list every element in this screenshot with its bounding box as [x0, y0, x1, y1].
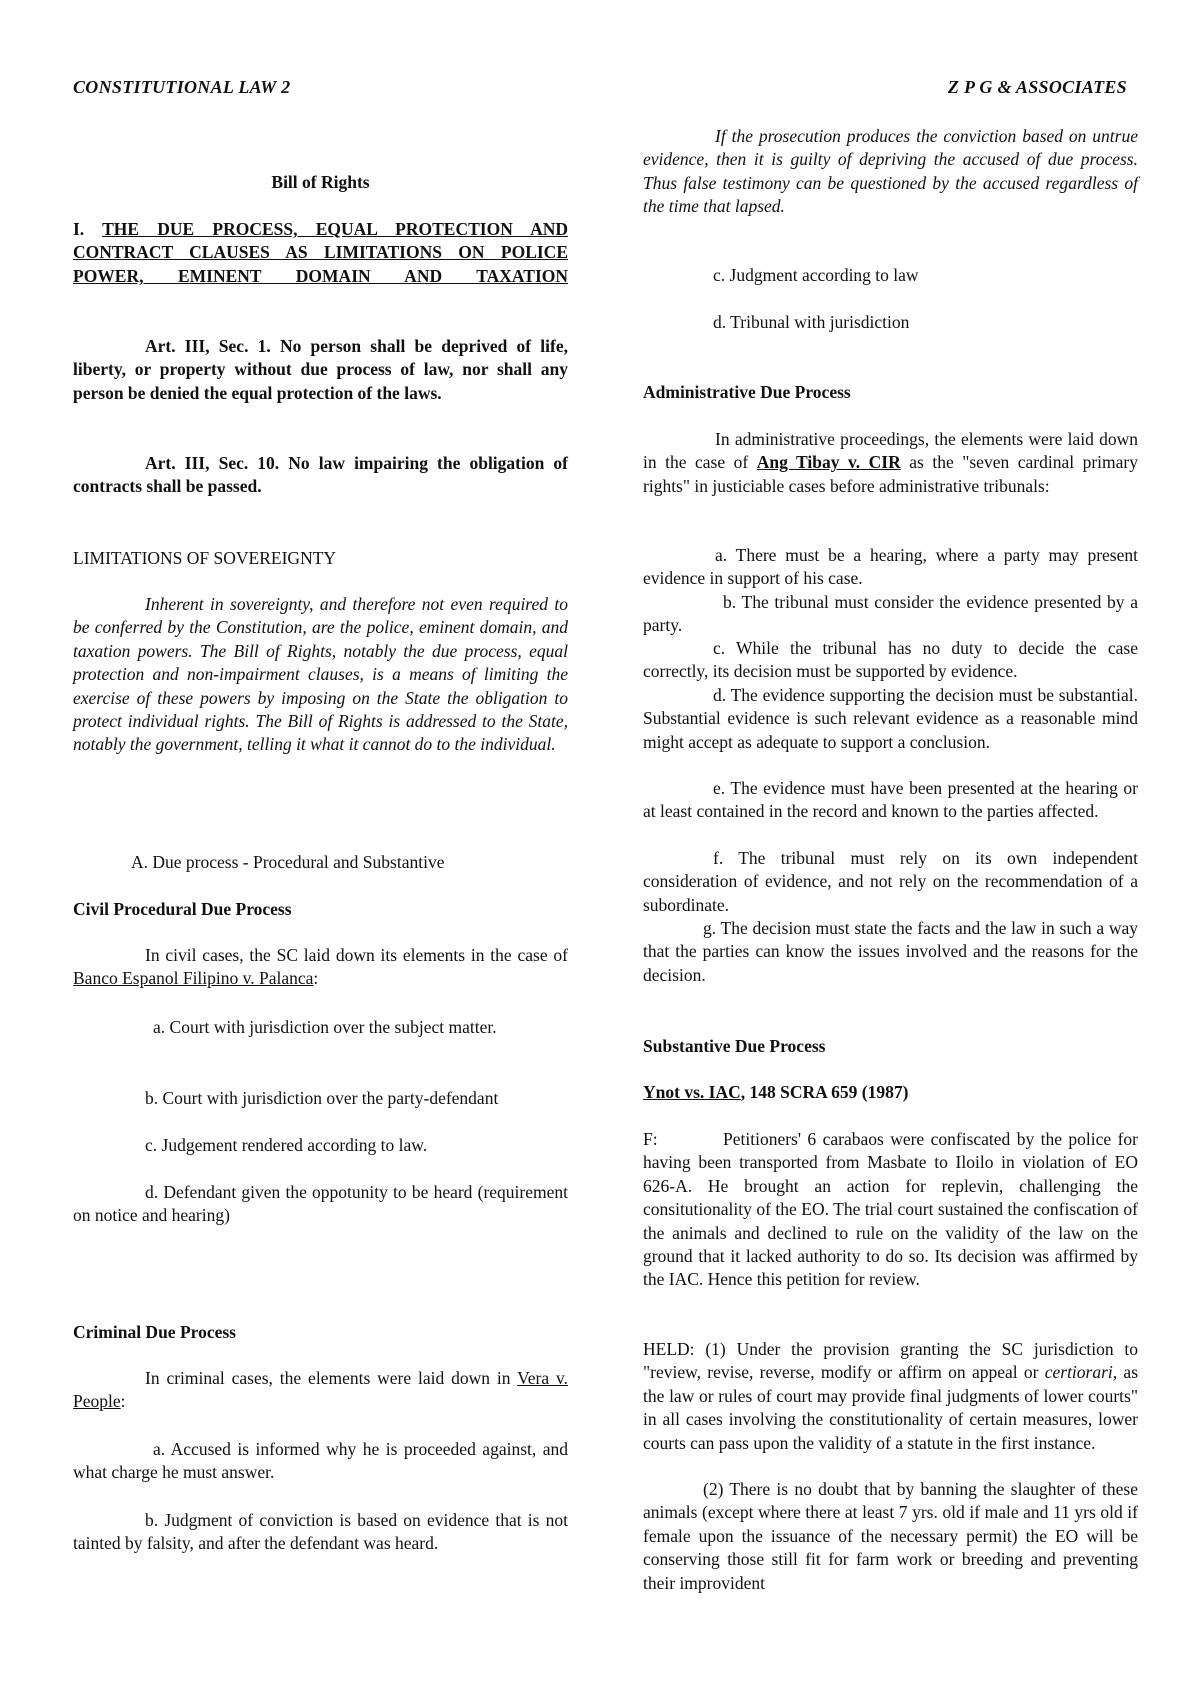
civil-item-c: c. Judgement rendered according to law.: [145, 1135, 428, 1155]
prosecution-paragraph: If the prosecution produces the conviction based on untrue evidence, then it is guilty of depriving the accused of due process. Thus false testimony can be questioned by the accused regardless of the time that lapsed.: [643, 126, 1138, 217]
page-header: [73, 76, 1127, 99]
header-firm-name: Z P G & ASSOCIATES: [947, 77, 1127, 97]
civil-case-name: Banco Espanol Filipino v. Palanca: [73, 968, 314, 989]
civil-item-b: b. Court with jurisdiction over the party-defendant: [145, 1088, 499, 1108]
admin-item-d: d. The evidence supporting the decision must be substantial. Substantial evidence is such relevant evidence as a reasonable mind might accept as adequate to support a conclusion.: [643, 685, 1138, 752]
limitations-paragraph: Inherent in sovereignty, and therefore not even required to be conferred by the Constitution, are the police, eminent domain, and taxation powers. The Bill of Rights, notably the due process, equal protection and non-impairment clauses, is a means of limiting the exercise of these powers by imposing on the State the obligation to protect individual rights. The Bill of Rights is addressed to the State, notably the government, telling it what it cannot do to the individual.: [73, 594, 568, 755]
held-1: [643, 1338, 1138, 1455]
criminal-case-name: Vera v. People: [73, 1368, 568, 1412]
admin-item-g: g. The decision must state the facts and the law in such a way that the parties can know the issues involved and the reasons for the decision.: [643, 918, 1138, 985]
admin-item-f: f. The tribunal must rely on its own independent consideration of evidence, and not rely on the recommendation of a subordinate.: [643, 848, 1138, 915]
criminal-item-a: a. Accused is informed why he is proceeded against, and what charge he must answer.: [73, 1439, 568, 1483]
admin-intro-text: In administrative proceedings, the elements were laid down in the case of: [643, 429, 1138, 473]
facts-text: Petitioners' 6 carabaos were confiscated by the police for having been transported from Masbate to Iloilo in violation of EO 626-A. He brought an action for replevin, challenging the consitutionality of the EO. The trial court sustained the confiscation of the animals and declined to rule on the validity of the law on the ground that it lacked authority to do so. Its decision was affirmed by the IAC. Hence this petition for review.: [643, 1129, 1138, 1290]
section-1-number: I.: [73, 219, 103, 239]
art-3-sec-1: Art. III, Sec. 1. No person shall be deprived of life, liberty, or property without due process of law, nor shall any person be denied the equal protection of the laws.: [73, 336, 568, 403]
admin-item-a: a. There must be a hearing, where a party may present evidence in support of his case.: [643, 545, 1138, 589]
bill-of-rights-title: Bill of Rights: [271, 172, 370, 192]
civil-intro: [73, 944, 568, 991]
criminal-intro-text: In criminal cases, the elements were laid down in: [145, 1368, 518, 1388]
substantive-due-process-heading: Substantive Due Process: [643, 1036, 826, 1056]
admin-case-name: Ang Tibay v. CIR: [756, 452, 901, 473]
held-1-text-end: , as the law or rules of court may provide final judgments of lower courts" in all cases involving the constitutionality of certain measures, lower courts can pass upon the validity of a statute in the first instance.: [643, 1362, 1138, 1453]
civil-item-a: a. Court with jurisdiction over the subject matter.: [153, 1017, 497, 1037]
criminal-intro-end: :: [120, 1391, 126, 1412]
case-citation: , 148 SCRA 659 (1987): [740, 1082, 909, 1102]
section-1-heading: [73, 218, 568, 288]
subsection-a-heading: A. Due process - Procedural and Substantive: [131, 852, 445, 872]
admin-intro-text-end: as the "seven cardinal primary rights" in justiciable cases before administrative tribunals:: [643, 452, 1138, 496]
administrative-intro: [643, 428, 1138, 498]
held-2: (2) There is no doubt that by banning the slaughter of these animals (except where there at least 7 yrs. old if male and 11 yrs old if female upon the issuance of the necessary permit) the EO will be conserving those still fit for farm work or breeding and preventing their improvident: [643, 1479, 1138, 1593]
criminal-item-b: b. Judgment of conviction is based on evidence that is not tainted by falsity, and after the defendant was heard.: [73, 1510, 568, 1554]
administrative-due-process-heading: Administrative Due Process: [643, 382, 851, 402]
civil-item-d: d. Defendant given the oppotunity to be heard (requirement on notice and hearing): [73, 1182, 568, 1226]
case-name: Ynot vs. IAC: [643, 1082, 741, 1102]
criminal-due-process-heading: Criminal Due Process: [73, 1322, 236, 1342]
admin-item-b: b. The tribunal must consider the evidence presented by a party.: [643, 592, 1138, 636]
case-facts: [643, 1128, 1138, 1292]
facts-label: F:: [643, 1129, 658, 1149]
art-3-sec-10: Art. III, Sec. 10. No law impairing the obligation of contracts shall be passed.: [73, 453, 568, 497]
admin-item-e: e. The evidence must have been presented at the hearing or at least contained in the record and known to the parties affected.: [643, 778, 1138, 822]
limitations-heading: LIMITATIONS OF SOVEREIGNTY: [73, 548, 337, 568]
admin-item-c: c. While the tribunal has no duty to decide the case correctly, its decision must be supported by evidence.: [643, 638, 1138, 682]
held-1-text: HELD: (1) Under the provision granting the SC jurisdiction to "review, revise, reverse, modify or affirm on appeal or: [643, 1339, 1138, 1383]
criminal-item-d: d. Tribunal with jurisdiction: [713, 312, 910, 332]
criminal-intro: [73, 1367, 568, 1414]
held-1-certiorari: certiorari: [1044, 1362, 1113, 1383]
header-course-title: CONSTITUTIONAL LAW 2: [73, 77, 291, 97]
case-title: [643, 1081, 1138, 1104]
civil-intro-text: In civil cases, the SC laid down its elements in the case of: [145, 945, 568, 965]
civil-procedural-heading: Civil Procedural Due Process: [73, 899, 292, 919]
section-1-title: THE DUE PROCESS, EQUAL PROTECTION AND CONTRACT CLAUSES AS LIMITATIONS ON POLICE POWER, EMINENT DOMAIN AND TAXATION: [73, 219, 568, 286]
civil-intro-end: :: [313, 968, 319, 989]
criminal-item-c: c. Judgment according to law: [713, 265, 919, 285]
